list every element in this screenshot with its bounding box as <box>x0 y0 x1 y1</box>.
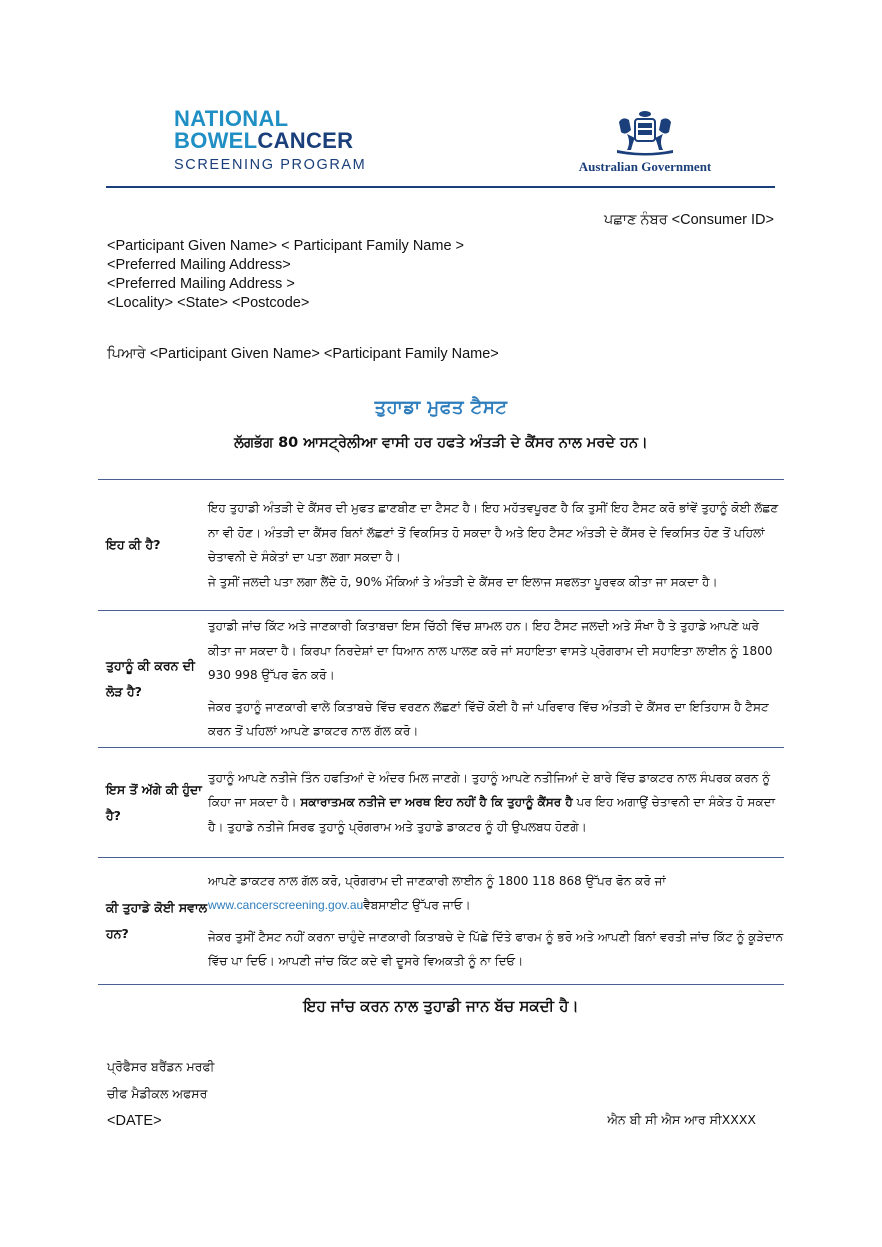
row-paragraph: ਜੇਕਰ ਤੁਹਾਨੂੰ ਜਾਣਕਾਰੀ ਵਾਲੇ ਕਿਤਾਬਚੇ ਵਿੱਚ ਵਰਣਨ ਲੱਛਣਾਂ ਵਿੱਚੋਂ ਕੋਈ ਹੈ ਜਾਂ ਪਰਿਵਾਰ ਵਿੱਚ ਅੰਤੜੀ ਦੇ ਕੈਂਸਰ ਦਾ ਇਤਿਹਾਸ ਹੈ ਟੈਸਟ ਕਰਨ ਤੋਂ ਪਹਿਲਾਂ ਆਪਣੇ ਡਾਕਟਰ ਨਾਲ ਗੱਲ ਕਰੋ। <box>208 699 769 739</box>
row-body <box>208 480 784 611</box>
logo-national: NATIONAL <box>174 106 289 131</box>
government-logo <box>575 108 715 175</box>
row-paragraph <box>208 766 784 840</box>
address-line: <Preferred Mailing Address> <box>107 257 291 273</box>
row-paragraph: ਜੇਕਰ ਤੁਸੀਂ ਟੈਸਟ ਨਹੀਂ ਕਰਨਾ ਚਾਹੁੰਦੇ ਜਾਣਕਾਰੀ ਕਿਤਾਬਚੇ ਦੇ ਪਿੱਛੇ ਦਿੱਤੇ ਫਾਰਮ ਨੂੰ ਭਰੋ ਅਤੇ ਆਪਣੀ ਬਿਨਾਂ ਵਰਤੀ ਜਾਂਚ ਕਿੱਟ ਨੂੰ ਕੂੜੇਦਾਨ ਵਿੱਚ ਪਾ ਦਿਓ। ਆਪਣੀ ਜਾਂਚ ਕਿੱਟ ਕਦੇ ਵੀ ਦੂਸਰੇ ਵਿਅਕਤੀ ਨੂੰ ਨਾ ਦਿਓ। <box>208 929 784 968</box>
row-text: ਤੁਹਾਨੂੰ ਆਪਣੇ ਨਤੀਜੇ ਤਿੰਨ ਹਫਤਿਆਂ ਦੇ ਅੰਦਰ ਮਿਲ ਜਾਣਗੇ। ਤੁਹਾਨੂੰ ਆਪਣੇ ਨਤੀਜਿਆਂ ਦੇ ਬਾਰੇ ਵਿੱਚ ਡਾਕਟਰ ਨਾਲ ਸੰਪਰਕ ਕਰਨ ਨੂੰ ਕਿਹਾ ਜਾ ਸਕਦਾ ਹੈ। <box>208 770 771 810</box>
website-link[interactable]: www.cancerscreening.gov.au <box>208 898 364 912</box>
footer-code: ਐਨ ਬੀ ਸੀ ਐਸ ਆਰ ਸੀXXXX <box>607 1112 756 1127</box>
table-row <box>98 858 784 985</box>
row-paragraph: ਤੁਹਾਡੀ ਜਾਂਚ ਕਿੱਟ ਅਤੇ ਜਾਣਕਾਰੀ ਕਿਤਾਬਚਾ ਇਸ ਚਿੱਠੀ ਵਿੱਚ ਸ਼ਾਮਲ ਹਨ। ਇਹ ਟੈਸਟ ਜਲਦੀ ਅਤੇ ਸੌਖਾ ਹੈ ਤੇ ਤੁਹਾਡੇ ਆਪਣੇ ਘਰੇ ਕੀਤਾ ਜਾ ਸਕਦਾ ਹੈ। ਕਿਰਪਾ ਨਿਰਦੇਸ਼ਾਂ ਦਾ ਧਿਆਨ ਨਾਲ ਪਾਲਣ ਕਰੋ ਜਾਂ ਸਹਾਇਤਾ ਵਾਸਤੇ ਪ੍ਰੋਗਰਾਮ ਦੀ ਸਹਾਇਤਾ ਲਾਈਨ ਨੂੰ 1800 930 998 ਉੱਪਰ ਫੋਨ ਕਰੋ। <box>208 619 773 683</box>
row-paragraph: ਇਹ ਤੁਹਾਡੀ ਅੰਤੜੀ ਦੇ ਕੈਂਸਰ ਦੀ ਮੁਫਤ ਛਾਣਬੀਣ ਦਾ ਟੈਸਟ ਹੈ। ਇਹ ਮਹੱਤਵਪੂਰਣ ਹੈ ਕਿ ਤੁਸੀਂ ਇਹ ਟੈਸਟ ਕਰੋ ਭਾਂਵੇਂ ਤੁਹਾਨੂੰ ਕੋਈ ਲੱਛਣ ਨਾ ਵੀ ਹੋਣ। ਅੰਤੜੀ ਦਾ ਕੈਂਸਰ ਬਿਨਾਂ ਲੱਛਣਾਂ ਤੋਂ ਵਿਕਸਿਤ ਹੋ ਸਕਦਾ ਹੈ ਅਤੇ ਇਹ ਟੈਸਟ ਅੰਤੜੀ ਦੇ ਕੈਂਸਰ ਦੇ ਵਿਕਸਿਤ ਹੋਣ ਤੋਂ ਪਹਿਲਾਂ ਚੇਤਾਵਨੀ ਦੇ ਸੰਕੇਤਾਂ ਦਾ ਪਤਾ ਲਗਾ ਸਕਦਾ ਹੈ। <box>208 501 779 564</box>
program-logo <box>174 108 366 173</box>
row-body <box>208 858 784 985</box>
row-label: ਇਹ ਕੀ ਹੈ? <box>106 537 161 552</box>
logo-bowel: BOWEL <box>174 128 258 153</box>
row-paragraph: ਜੇ ਤੁਸੀਂ ਜਲਦੀ ਪਤਾ ਲਗਾ ਲੈਂਦੇ ਹੋ, 90% ਮੌਕਿਆਂ ਤੇ ਅੰਤੜੀ ਦੇ ਕੈਂਸਰ ਦਾ ਇਲਾਜ ਸਫਲਤਾ ਪੂਰਵਕ ਕੀਤਾ ਜਾ ਸਕਦਾ ਹੈ। <box>208 574 718 589</box>
row-body <box>208 611 784 748</box>
logo-cancer: CANCER <box>257 128 354 153</box>
row-label: ਇਸ ਤੋਂ ਅੱਗੇ ਕੀ ਹੁੰਦਾ ਹੈ? <box>106 781 202 823</box>
row-text-bold: ਸਕਾਰਾਤਮਕ ਨਤੀਜੇ ਦਾ ਅਰਥ ਇਹ ਨਹੀਂ ਹੈ ਕਿ ਤੁਹਾਨੂੰ ਕੈਂਸਰ ਹੈ <box>300 795 573 810</box>
address-line: <Participant Given Name> < Participant Family Name > <box>107 238 465 254</box>
row-text: ਆਪਣੇ ਡਾਕਟਰ ਨਾਲ ਗੱਲ ਕਰੋ, ਪ੍ਰੋਗਰਾਮ ਦੀ ਜਾਣਕਾਰੀ ਲਾਈਨ ਨੂੰ 1800 118 868 ਉੱਪਰ ਫੋਨ ਕਰੋ ਜਾਂ <box>208 873 666 888</box>
closing-statement: ਇਹ ਜਾਂਚ ਕਰਨ ਨਾਲ ਤੁਹਾਡੀ ਜਾਨ ਬੱਚ ਸਕਦੀ ਹੈ। <box>303 997 579 1015</box>
row-text: ਪਰ ਇਹ ਅਗਾਉਂ ਚੇਤਾਵਨੀ ਦਾ ਸੰਕੇਤ ਹੋ ਸਕਦਾ ਹੈ। ਤੁਹਾਡੇ ਨਤੀਜੇ ਸਿਰਫ ਤੁਹਾਨੂੰ ਪ੍ਰੋਗਰਾਮ ਅਤੇ ਤੁਹਾਡੇ ਡਾਕਟਰ ਨੂੰ ਹੀ ਉਪਲਬਧ ਹੋਣਗੇ। <box>208 795 775 834</box>
consumer-id: ਪਛਾਣ ਨੰਬਰ <Consumer ID> <box>604 212 774 228</box>
government-name: Australian Government <box>578 159 712 174</box>
letter-subtitle: ਲੱਗਭੱਗ 80 ਆਸਟ੍ਰੇਲੀਆ ਵਾਸੀ ਹਰ ਹਫਤੇ ਅੰਤੜੀ ਦੇ ਕੈਂਸਰ ਨਾਲ ਮਰਦੇ ਹਨ। <box>234 435 648 451</box>
signature-role: ਚੀਫ ਮੈਡੀਕਲ ਅਫਸਰ <box>107 1086 208 1101</box>
row-body <box>208 748 784 858</box>
letter-title: ਤੁਹਾਡਾ ਮੁਫਤ ਟੈਸਟ <box>374 397 508 418</box>
salutation: ਪਿਆਰੇ <Participant Given Name> <Participant Family Name> <box>107 346 499 362</box>
address-line: <Preferred Mailing Address > <box>107 276 295 292</box>
address-line: <Locality> <State> <Postcode> <box>107 295 310 311</box>
header-rule <box>106 186 775 188</box>
info-table <box>98 479 784 985</box>
row-label: ਤੁਹਾਨੂੰ ਕੀ ਕਰਨ ਦੀ ਲੋੜ ਹੈ? <box>106 658 195 699</box>
row-paragraph <box>208 869 784 918</box>
letter-date: <DATE> <box>107 1113 162 1129</box>
table-row <box>98 480 784 611</box>
logo-screening-program: SCREENING PROGRAM <box>174 157 367 173</box>
table-row <box>98 611 784 748</box>
coat-of-arms-icon <box>605 108 685 156</box>
signature-name: ਪ੍ਰੋਫੈਸਰ ਬਰੈਂਡਨ ਮਰਫੀ <box>107 1059 215 1074</box>
row-text: ਵੈਬਸਾਈਟ ਉੱਪਰ ਜਾਓ। <box>363 898 471 912</box>
address-block <box>107 237 464 313</box>
logo-bowel-cancer <box>174 130 366 152</box>
table-row <box>98 748 784 858</box>
row-label: ਕੀ ਤੁਹਾਡੇ ਕੋਈ ਸਵਾਲ ਹਨ? <box>106 900 208 941</box>
